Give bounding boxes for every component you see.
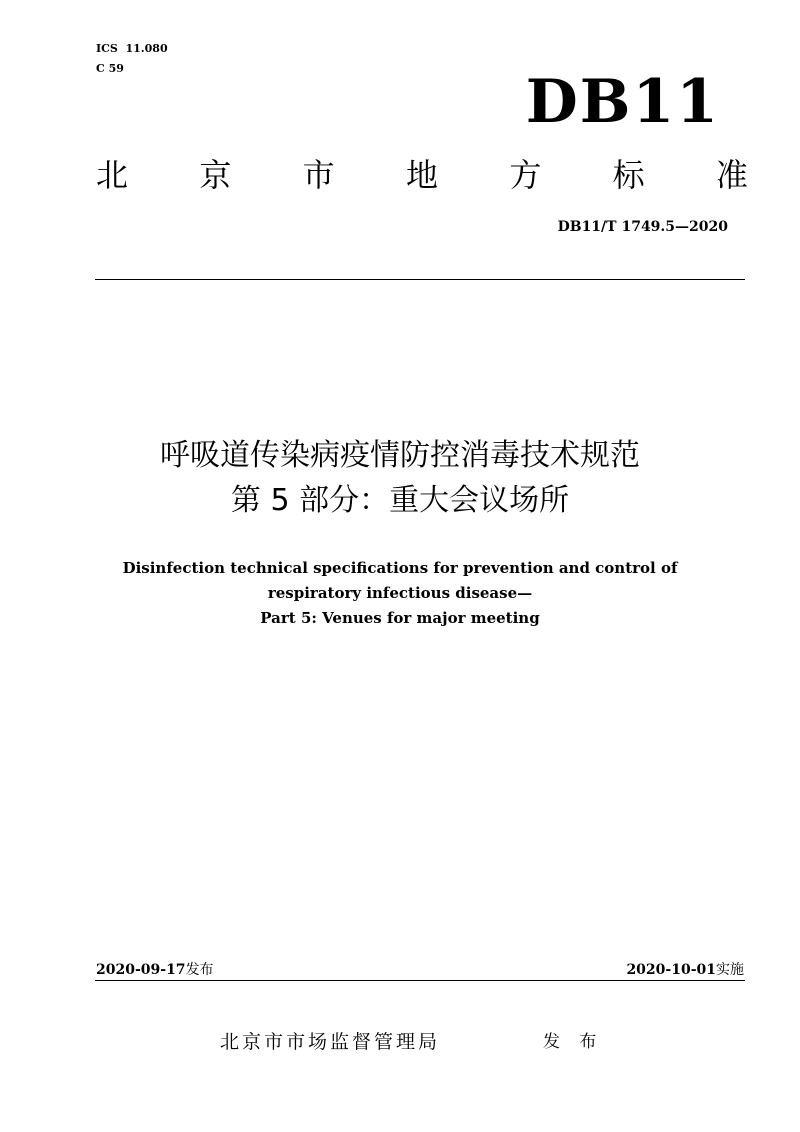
implement-label: 实施 [716,962,744,978]
title-en-line3: Part 5: Venues for major meeting [260,609,540,627]
heading-char: 准 [715,156,748,194]
title-cn-line1: 呼吸道传染病疫情防控消毒技术规范 [160,438,640,473]
publish-date-value: 2020-09-17 [96,962,186,978]
publish-label: 发布 [185,962,214,978]
publish-date [96,961,214,979]
top-divider [95,279,745,280]
heading-char: 京 [199,156,232,194]
ics-code: ICS 11.080 [96,42,168,55]
standard-number: DB11/T 1749.5—2020 [557,219,728,235]
title-en-line2: respiratory infectious disease— [267,584,533,602]
title-en-line1: Disinfection technical specifications for prevention and control of [122,559,678,577]
title-cn-line2: 第 5 部分：重大会议场所 [230,483,570,518]
local-standard-heading [96,155,748,195]
title-en [40,556,760,631]
issue-label: 发 布 [543,1032,604,1052]
heading-char: 北 [96,156,129,194]
heading-char: 市 [302,156,335,194]
heading-char: 地 [405,156,438,194]
issuer-name: 北京市市场监督管理局 [220,1031,441,1053]
heading-char: 方 [509,156,542,194]
heading-char: 标 [612,156,645,194]
implement-date-value: 2020-10-01 [626,962,716,978]
ccs-code: C 59 [96,62,124,75]
bottom-divider [95,980,745,981]
db11-logo: DB11 [525,67,720,137]
implement-date [626,961,744,979]
